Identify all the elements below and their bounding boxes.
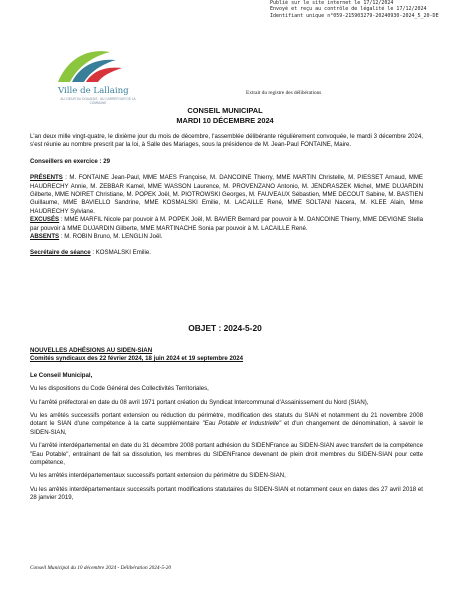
consideration-5: Vu les arrêtés interdépartementaux successifs portant extension du périmètre du SIDEN-SIAN, (30, 472, 286, 480)
deliberation-body (30, 347, 423, 503)
registry-extract-label: Extrait du registre des délibérations (246, 90, 322, 96)
consideration-3 (30, 412, 423, 437)
consideration-4: Vu l'arrêté interdépartemental en date du 31 décembre 2008 portant adhésion du SIDENFrance au SIDEN-SIAN avec transfert de la compétence "Eau Potable", entraînant de fait sa dissolution, les membres du SIDENFrance devenant de plein droit membres du SIDEN-SIAN pour cette compétence, (30, 442, 423, 467)
consideration-1: Vu les dispositions du Code Général des Collectivités Territoriales, (30, 385, 209, 393)
town-logo-name: Ville de Lallaing (58, 86, 129, 96)
objet-heading: OBJET : 2024-5-20 (188, 323, 262, 333)
presents-paragraph (30, 174, 423, 216)
consideration-3-part-a: Vu les arrêtés successifs portant extension ou réduction du périmètre, modification des statuts du SIAN et notamment du 21 novembre 2008 dotant le SIAN d'une compétence à la carte supplémentaire (30, 412, 423, 428)
meeting-date: MARDI 10 DÉCEMBRE 2024 (176, 116, 274, 125)
absents-paragraph (30, 233, 423, 241)
consideration-3-part-b: "Eau Potable et Industrielle" (202, 420, 282, 428)
council-heading: Le Conseil Municipal, (30, 371, 93, 379)
secretary-paragraph (30, 249, 423, 257)
presents-label: PRÉSENTS (30, 174, 63, 182)
secretary-label: Secrétaire de séance (30, 249, 91, 257)
intro-paragraph: L'an deux mille vingt-quatre, le dixième jour du mois de décembre, l'assemblée délibérante régulièrement convoquée, le mardi 3 décembre 2024, s'est réunie au nombre prescrit par la loi, à Salle des Mariages, sous la présidence de M. Jean-Paul FONTAINE, Maire. (30, 133, 423, 149)
consideration-3-part-c: et d'un changement de dénomination, à savoir le SIDEN-SIAN, (30, 420, 423, 436)
page-footer: Conseil Municipal du 10 décembre 2024 - Délibération 2024-5-20 (30, 565, 172, 571)
stamp-line-legality: Envoyé et reçu au contrôle de légalité le 17/12/2024 (270, 6, 427, 13)
subject-subtitle: Comités syndicaux des 22 février 2024, 18 juin 2024 et 19 septembre 2024 (30, 355, 244, 363)
councillors-value: 29 (103, 157, 110, 165)
consideration-6: Vu les arrêtés interdépartementaux successifs portant modifications statutaires du SIDEN-SIAN et notamment ceux en dates des 27 avril 2018 et 28 janvier 2019, (30, 485, 423, 502)
transmission-stamp (270, 0, 445, 19)
absents-text: : M. ROBIN Bruno, M. LENGLIN Joël. (59, 233, 163, 241)
absents-label: ABSENTS (30, 233, 60, 241)
meeting-details (30, 133, 423, 258)
excuses-label: EXCUSÉS (30, 216, 60, 224)
consideration-2: Vu l'arrêté préfectoral en date du 08 avril 1971 portant création du Syndicat Intercommunal d'Assainissement du Nord (SIAN), (30, 398, 369, 406)
presents-text: : M. FONTAINE Jean-Paul, MME MAES Françoise, M. DANCOINE Thierry, MME MARTIN Christelle, M. PIESSET Arnaud, MME HAUDRECHY Annie, M. ZEBBAR Kamel, MME WASSON Laurence, M. PROVENZANO Antonio, M. JENDRASZEK Michel, MME DUJARDIN Gilberte, MME NOIRET Christiane, M. POPEK Joël, M. PIOTROWSKI Georges, M. FAUVEAUX Sébastien, MME DECOUT Sabine, M. BASTIEN Guillaume, MME BAVIELLO Sandrine, MME KOSMALSKI Emilie, M. LACAILLE René, MME SOLTANI Nacera, M. KLEE Alain, Mme HAUDRECHY Sylviane. (30, 174, 423, 215)
stamp-line-published: Publié sur le site internet le 17/12/2024 (270, 0, 394, 6)
document-title: CONSEIL MUNICIPAL (187, 106, 263, 115)
town-logo-tagline: AU CŒUR DU DOUAISIS · AU CARREFOUR DE LA COMMUNE (60, 97, 136, 105)
secretary-text: : KOSMALSKI Emilie. (90, 249, 151, 257)
councillors-line (30, 158, 423, 166)
excuses-paragraph (30, 216, 423, 233)
stamp-line-identifier: Identifiant unique n°059-215903279-20240930-2024_5_20-DE (270, 12, 439, 19)
councillors-label: Conseillers en exercice : (30, 157, 102, 165)
subject-title: NOUVELLES ADHÉSIONS AU SIDEN-SIAN (30, 347, 153, 354)
excuses-text: : MME MARFIL Nicole par pouvoir à M. POPEK Joël, M. BAVIER Bernard par pouvoir à M. DANCOINE Thierry, MME DEVIGNE Stella par pouvoir à MME DUJARDIN Gilberte, MME MARTINACHE Sonia par pouvoir à M. LACAILLE René. (30, 216, 423, 232)
